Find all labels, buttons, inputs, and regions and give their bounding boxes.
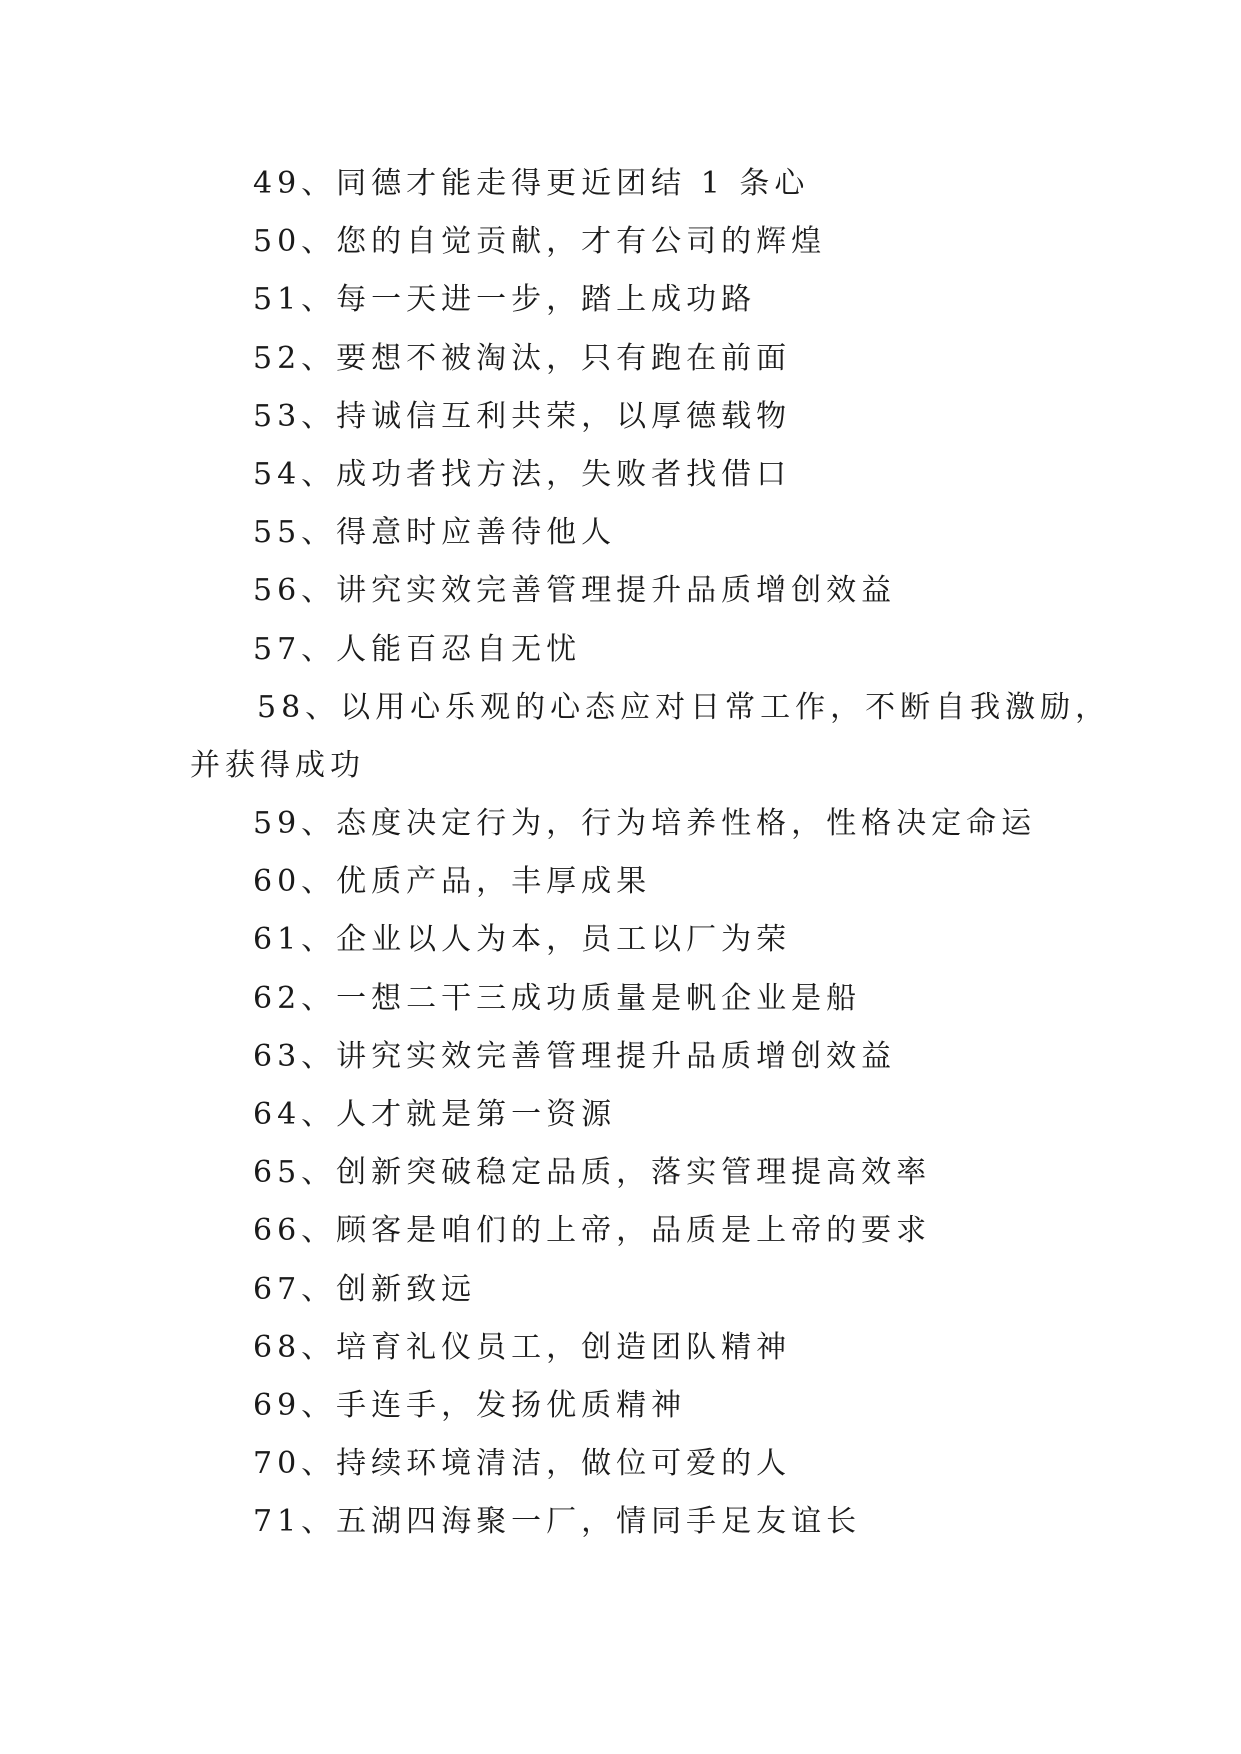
list-item: 68、培育礼仪员工，创造团队精神 [253,1329,792,1365]
list-item: 60、优质产品，丰厚成果 [253,864,652,900]
list-item: 64、人才就是第一资源 [253,1097,617,1132]
list-item: 65、创新突破稳定品质，落实管理提高效率 [253,1155,932,1191]
list-item: 69、手连手，发扬优质精神 [253,1387,687,1423]
list-item-continuation: 并获得成功 [190,747,365,783]
list-item: 62、一想二干三成功质量是帆企业是船 [253,980,862,1016]
list-item: 58、以用心乐观的心态应对日常工作，不断自我激励， [257,689,1111,725]
list-item: 52、要想不被淘汰，只有跑在前面 [253,340,792,376]
list-item: 66、顾客是咱们的上帝，品质是上帝的要求 [253,1213,932,1249]
list-item: 51、每一天进一步，踏上成功路 [253,282,757,318]
list-item: 59、态度决定行为，行为培养性格，性格决定命运 [253,806,1037,842]
list-item: 61、企业以人为本，员工以厂为荣 [253,922,792,958]
list-item: 55、得意时应善待他人 [253,515,617,551]
list-item: 57、人能百忍自无忧 [253,631,582,667]
list-item: 53、持诚信互利共荣，以厚德载物 [253,398,792,434]
list-item: 71、五湖四海聚一厂，情同手足友谊长 [253,1504,862,1540]
list-item: 67、创新致远 [253,1271,477,1307]
list-item: 49、同德才能走得更近团结 1 条心 [253,166,810,201]
list-item: 63、讲究实效完善管理提升品质增创效益 [253,1038,897,1074]
slogan-list [0,155,1241,1552]
list-item: 50、您的自觉贡献，才有公司的辉煌 [253,224,827,260]
list-item: 70、持续环境清洁，做位可爱的人 [253,1446,792,1482]
list-item: 54、成功者找方法，失败者找借口 [253,456,792,492]
list-item: 56、讲究实效完善管理提升品质增创效益 [253,573,897,609]
